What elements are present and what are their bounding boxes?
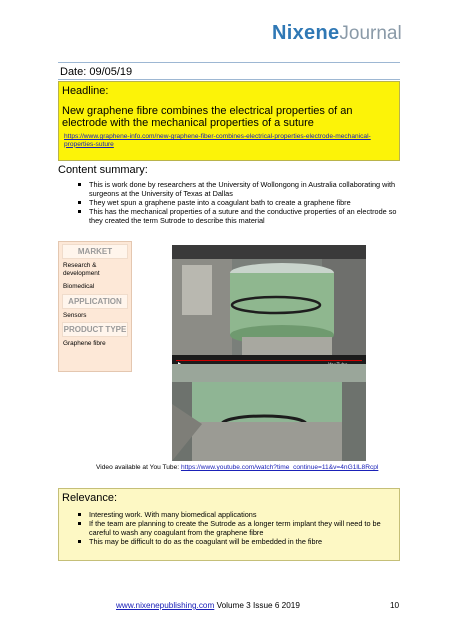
footer-link[interactable]: www.nixenepublishing.com: [116, 601, 215, 610]
product-type-heading: PRODUCT TYPE: [62, 322, 128, 337]
content-summary-label: Content summary:: [58, 164, 148, 176]
headline-link[interactable]: https://www.graphene-info.com/new-graphene-fiber-combines-electrical-properties-electrode-mechanical-properties-suture: [64, 133, 371, 148]
relevance-box: [58, 488, 400, 561]
video-frame-bottom: [172, 364, 366, 461]
summary-bullet: This has the mechanical properties of a suture and the conductive properties of an electrode so they created the term Sutrode to describe this material: [78, 207, 400, 225]
footer-issue: Volume 3 Issue 6 2019: [214, 601, 300, 610]
date-line: Date: 09/05/19: [58, 62, 400, 80]
market-heading: MARKET: [62, 244, 128, 259]
relevance-bullet: If the team are planning to create the Sutrode as a longer term implant they will need to be careful to wash any coagulant from the graphene fibre: [78, 519, 396, 537]
headline-box: [58, 81, 400, 161]
video-frame-top: [172, 245, 366, 355]
classification-sidebar: [58, 241, 132, 372]
video-link[interactable]: https://www.youtube.com/watch?time_continue=11&v=4nG1lL8Rcpl: [180, 464, 379, 471]
headline-label: Headline:: [62, 85, 109, 97]
video-screenshot[interactable]: [172, 245, 366, 461]
relevance-label: Relevance:: [62, 492, 118, 504]
content-summary-list: [78, 180, 400, 225]
market-item: Research & development: [63, 262, 100, 277]
page-number: 10: [390, 601, 400, 610]
video-controls[interactable]: [172, 355, 366, 364]
video-caption-label: Video available at You Tube:: [96, 464, 180, 471]
logo-nixene: Nixene: [272, 22, 340, 44]
product-type-item: Graphene fibre: [63, 340, 106, 347]
logo-journal: Journal: [339, 23, 402, 44]
application-heading: APPLICATION: [62, 294, 128, 309]
relevance-bullet: Interesting work. With many biomedical applications: [78, 510, 396, 519]
market-item: Biomedical: [63, 283, 95, 290]
footer: [116, 601, 300, 610]
relevance-bullet: This may be difficult to do as the coagulant will be embedded in the fibre: [78, 537, 396, 546]
summary-bullet: This is work done by researchers at the University of Wollongong in Australia collaborating with surgeons at the University of Texas at Dallas: [78, 180, 400, 198]
video-caption: [96, 464, 378, 471]
headline-text: New graphene fibre combines the electrical properties of an electrode with the mechanical properties of a suture: [62, 105, 353, 129]
summary-bullet: They wet spun a graphene paste into a coagulant bath to create a graphene fibre: [78, 198, 400, 207]
relevance-list: [62, 510, 396, 546]
journal-logo: [272, 22, 402, 45]
application-item: Sensors: [63, 311, 87, 319]
